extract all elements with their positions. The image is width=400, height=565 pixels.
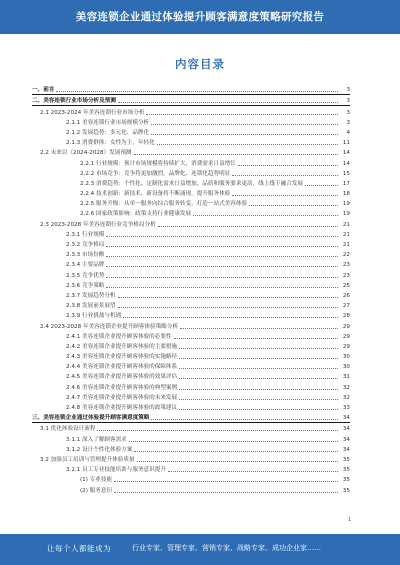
- toc-entry-text: 2.3.2 竞争格局: [66, 242, 105, 248]
- toc-entry-page: 22: [342, 252, 350, 259]
- toc-entry[interactable]: [32, 157, 350, 167]
- toc-leader-dots: [232, 195, 338, 196]
- toc-entry[interactable]: [32, 300, 350, 310]
- toc-entry-page: 21: [342, 231, 350, 238]
- toc-entry-text: 2.4.7 美容连锁企业提升顾客体验的未来发展: [66, 394, 178, 401]
- toc-leader-dots: [179, 358, 338, 359]
- toc-entry-page: 35: [342, 487, 350, 494]
- toc-entry-text: 一、前言: [32, 87, 55, 94]
- toc-entry-page: 17: [342, 180, 350, 187]
- toc-entry-page: 21: [342, 242, 350, 248]
- toc-entry-page: 3: [346, 87, 350, 94]
- toc-entry-page: 3: [346, 98, 350, 105]
- toc-entry[interactable]: [32, 208, 350, 218]
- toc-leader-dots: [97, 430, 338, 431]
- toc-entry-page: 27: [342, 303, 350, 310]
- toc-entry[interactable]: [32, 117, 350, 127]
- toc-entry-text: (2) 服务意识: [80, 487, 113, 494]
- toc-entry-page: 31: [342, 374, 350, 381]
- toc-entry[interactable]: [32, 433, 350, 443]
- toc-entry-page: 11: [342, 140, 350, 147]
- toc-leader-dots: [157, 144, 338, 145]
- toc-leader-dots: [232, 175, 338, 176]
- toc-entry-text: 2.4.4 美容连锁企业提升顾客体验的保障体系: [66, 364, 178, 371]
- toc-leader-dots: [118, 102, 338, 103]
- toc-entry-text: 2.1 2023-2024 年美容连锁行业市场分析: [40, 109, 145, 116]
- toc-entry-page: 29: [342, 323, 350, 330]
- report-title: 美容连锁企业通过体验提升顾客满意度策略研究报告: [75, 11, 325, 23]
- toc-leader-dots: [123, 317, 338, 318]
- toc-entry-text: 2.2.2 市场竞争：竞争将更加激烈，品牌化、连锁化趋势明显: [80, 170, 231, 177]
- toc-entry-text: 2.3.6 竞争策略: [66, 282, 105, 289]
- toc-entry[interactable]: [32, 188, 350, 198]
- toc-entry[interactable]: [32, 229, 350, 239]
- toc-entry[interactable]: [32, 423, 350, 433]
- toc-entry-text: (1) 专业技能: [80, 477, 113, 484]
- toc-entry-page: 14: [342, 160, 350, 167]
- toc-entry-page: 34: [342, 426, 350, 433]
- toc-title: 内容目录: [175, 57, 225, 71]
- toc-leader-dots: [168, 471, 338, 472]
- toc-entry-text: 2.3.7 发展趋势分析: [66, 292, 116, 299]
- toc-leader-dots: [106, 236, 338, 237]
- toc-entry-page: 29: [342, 333, 350, 340]
- toc-entry-page: 29: [342, 343, 350, 350]
- toc-entry-text: 2.3.5 竞争优势: [66, 272, 105, 279]
- toc-leader-dots: [180, 328, 338, 329]
- toc-entry[interactable]: [32, 371, 350, 381]
- toc-leader-dots: [134, 451, 338, 452]
- toc-entry-text: 2.4.6 美容连锁企业提升顾客体验的典型案例: [66, 384, 178, 391]
- toc-entry[interactable]: [32, 341, 350, 351]
- toc-entry-text: 3.1.1 深入了解顾客需求: [66, 436, 127, 443]
- toc-entry-text: 2.3.1 行业规模: [66, 231, 105, 238]
- toc-entry[interactable]: [32, 310, 350, 320]
- toc-entry-page: 21: [342, 221, 350, 228]
- toc-entry-text: 2.4 2023-2028 年美容连锁企业提升顾客体验策略分析: [40, 323, 179, 330]
- toc-entry-page: 30: [342, 364, 350, 371]
- toc-leader-dots: [146, 114, 338, 115]
- toc-leader-dots: [174, 338, 338, 339]
- toc-entry[interactable]: [32, 137, 350, 147]
- toc-entry-page: 32: [342, 384, 350, 391]
- toc-entry[interactable]: [32, 320, 350, 330]
- toc-entry-page: 34: [342, 436, 350, 443]
- toc-entry[interactable]: [32, 484, 350, 494]
- toc-entry[interactable]: [32, 178, 350, 188]
- toc-leader-dots: [179, 368, 338, 369]
- toc-entry[interactable]: [32, 412, 350, 423]
- toc-entry[interactable]: [32, 168, 350, 178]
- table-of-contents: [32, 84, 350, 495]
- toc-entry[interactable]: [32, 218, 350, 228]
- toc-leader-dots: [106, 256, 338, 257]
- toc-entry-text: 2.4.8 美容连锁企业提升顾客体验的政策建议: [66, 405, 178, 411]
- toc-entry-text: 2.3.8 发展前景展望: [66, 303, 116, 310]
- toc-entry-page: 18: [342, 191, 350, 198]
- toc-leader-dots: [179, 389, 338, 390]
- toc-entry-text: 2.3.4 主要品牌: [66, 262, 105, 269]
- toc-entry[interactable]: [32, 95, 350, 106]
- toc-entry[interactable]: [32, 331, 350, 341]
- toc-leader-dots: [106, 287, 338, 288]
- toc-entry-text: 2.2.6 国家政策影响：政策支持行业健康发展: [80, 211, 192, 218]
- toc-entry-text: 3.1 优化体验设计流程: [40, 426, 96, 433]
- toc-entry-page: 35: [342, 477, 350, 484]
- footer-slogan: 让每个人都能成为: [47, 544, 111, 553]
- toc-entry[interactable]: [32, 351, 350, 361]
- toc-leader-dots: [179, 399, 338, 400]
- toc-entry[interactable]: [32, 474, 350, 484]
- toc-entry-page: 28: [342, 313, 350, 320]
- toc-leader-dots: [106, 266, 338, 267]
- toc-entry-page: 15: [342, 170, 350, 177]
- toc-entry-text: 3.1.2 设计个性化体验方案: [66, 446, 133, 453]
- toc-entry-text: 2.4.3 美容连锁企业提升顾客体验的实施路径: [66, 354, 178, 361]
- toc-entry-text: 3.2 加强员工培训与管理提升体验质量: [40, 456, 135, 463]
- toc-entry[interactable]: [32, 198, 350, 208]
- toc-entry[interactable]: [32, 147, 350, 157]
- toc-entry[interactable]: [32, 84, 350, 95]
- toc-leader-dots: [238, 165, 338, 166]
- toc-entry[interactable]: [32, 402, 350, 412]
- toc-entry-page: 34: [342, 446, 350, 453]
- toc-entry-text: 2.3 2023-2028 年美容连锁行业竞争格局分析: [40, 221, 156, 228]
- toc-leader-dots: [151, 419, 338, 420]
- toc-leader-dots: [118, 297, 338, 298]
- toc-entry-text: 2.4.1 美容连锁企业提升顾客体验的必要性: [66, 333, 172, 340]
- toc-entry[interactable]: [32, 239, 350, 249]
- toc-entry-page: 19: [342, 211, 350, 218]
- toc-entry-text: 三、美容连锁企业通过体验提升顾客满意度策略: [32, 415, 150, 422]
- toc-leader-dots: [106, 277, 338, 278]
- toc-entry-page: 35: [342, 467, 350, 474]
- toc-entry-text: 2.2.4 技术创新：新技术、新设备将不断涌现，提升服务体验: [80, 191, 231, 198]
- toc-entry-page: 33: [342, 405, 350, 411]
- page-footer: [0, 534, 400, 565]
- toc-entry-page: 30: [342, 354, 350, 361]
- toc-entry-text: 2.3.3 市场份额: [66, 252, 105, 259]
- toc-leader-dots: [114, 481, 338, 482]
- toc-leader-dots: [249, 205, 338, 206]
- toc-entry[interactable]: [32, 392, 350, 402]
- toc-entry[interactable]: [32, 249, 350, 259]
- toc-entry-text: 2.2 未来以（2024-2028）发展预测: [40, 150, 132, 157]
- toc-entry-page: 35: [342, 456, 350, 463]
- toc-entry-text: 2.4.2 美容连锁企业提升顾客体验的主要措施: [66, 343, 178, 350]
- footer-tagline: 行业专家、管理专家、营销专家、战略专家、成功企业家……: [132, 544, 321, 552]
- toc-entry-page: 26: [342, 292, 350, 299]
- toc-entry[interactable]: [32, 444, 350, 454]
- toc-entry[interactable]: [32, 464, 350, 474]
- toc-entry-page: 19: [342, 201, 350, 208]
- toc-leader-dots: [114, 492, 338, 493]
- toc-entry[interactable]: [32, 127, 350, 137]
- toc-entry-page: 14: [342, 150, 350, 157]
- toc-entry-page: 25: [342, 282, 350, 289]
- toc-entry-page: 23: [342, 262, 350, 269]
- toc-entry-text: 2.1.2 发展趋势：多元化、品牌化: [66, 129, 150, 136]
- toc-leader-dots: [106, 246, 338, 247]
- toc-leader-dots: [134, 154, 338, 155]
- toc-entry-page: 23: [342, 272, 350, 279]
- toc-entry[interactable]: [32, 381, 350, 391]
- toc-entry[interactable]: [32, 454, 350, 464]
- toc-entry-text: 2.1.1 美容连锁行业市场规模分析: [66, 119, 150, 126]
- toc-entry[interactable]: [32, 361, 350, 371]
- toc-entry-text: 2.3.9 行业挑战与机遇: [66, 313, 122, 320]
- toc-entry-text: 2.2.3 消费趋势：个性化、定制化需求日益增加，品质和服务要求更高，线上线下融合发展: [80, 180, 303, 187]
- toc-entry-text: 2.2.5 服务升级：从单一服务向综合服务转变，打造一站式美容体验: [80, 201, 248, 208]
- toc-leader-dots: [137, 461, 338, 462]
- toc-leader-dots: [305, 185, 338, 186]
- toc-leader-dots: [129, 441, 338, 442]
- toc-leader-dots: [151, 124, 338, 125]
- toc-entry[interactable]: [32, 269, 350, 279]
- toc-leader-dots: [118, 307, 338, 308]
- toc-leader-dots: [179, 348, 338, 349]
- toc-entry-text: 2.1.3 消费群体：女性为主，年轻化: [66, 140, 155, 147]
- toc-entry[interactable]: [32, 280, 350, 290]
- toc-entry-text: 2.2.1 行业规模：预计市场规模将持续扩大，消费需求日益增长: [80, 160, 236, 167]
- toc-leader-dots: [179, 409, 338, 410]
- toc-leader-dots: [56, 91, 338, 92]
- toc-entry-page: 3: [346, 119, 350, 126]
- toc-entry[interactable]: [32, 290, 350, 300]
- page-number: 1: [348, 517, 352, 523]
- toc-entry-page: 3: [346, 109, 350, 116]
- toc-entry-text: 3.2.1 员工专业技能培训与服务意识提升: [66, 467, 166, 474]
- toc-entry-page: 32: [342, 394, 350, 401]
- toc-leader-dots: [158, 226, 338, 227]
- toc-leader-dots: [179, 378, 338, 379]
- toc-entry[interactable]: [32, 259, 350, 269]
- toc-entry-text: 2.4.5 美容连锁企业提升顾客体验的效果评估: [66, 374, 178, 381]
- toc-leader-dots: [193, 215, 338, 216]
- toc-entry[interactable]: [32, 106, 350, 116]
- toc-entry-text: 二、美容连锁行业市场分析及预测: [32, 98, 116, 105]
- page-header: [0, 0, 400, 34]
- toc-entry-page: 34: [342, 415, 350, 422]
- toc-entry-page: 4: [346, 129, 350, 136]
- toc-leader-dots: [151, 134, 338, 135]
